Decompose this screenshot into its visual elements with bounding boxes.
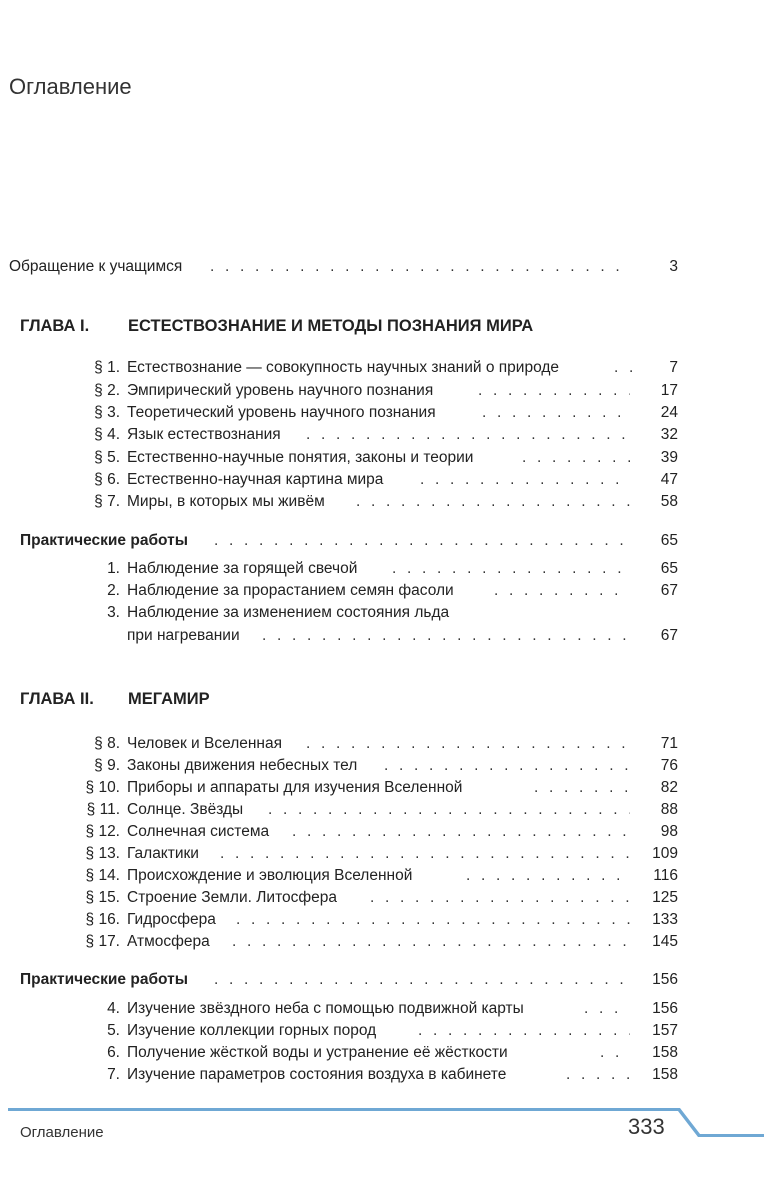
entry-title: Гидросфера [127,911,216,928]
toc-entry-section[interactable] [0,733,764,755]
toc-entry-practical-item[interactable] [0,998,764,1020]
entry-page: 67 [660,582,678,599]
item-number: 2. [107,582,120,599]
toc-entry-section[interactable] [0,491,764,513]
leader-dots [478,380,630,402]
entry-page: 125 [652,889,678,906]
entry-title: Галактики [127,845,199,862]
toc-entry-continuation[interactable] [0,625,764,647]
entry-title-continuation: при нагревании [127,627,240,644]
toc-entry-practical-item[interactable] [0,1020,764,1042]
entry-page: 32 [660,426,678,443]
entry-page: 65 [660,532,678,549]
leader-dots [262,625,630,647]
entry-page: 88 [660,801,678,818]
leader-dots [210,256,630,278]
footer-page-number: 333 [628,1114,665,1139]
entry-page: 3 [669,258,678,275]
page-title: Оглавление [9,74,132,99]
toc-entry-practical-item[interactable] [0,558,764,580]
entry-title: Происхождение и эволюция Вселенной [127,867,413,884]
section-number: § 2. [94,382,120,399]
section-number: § 15. [85,889,120,906]
chapter-heading [20,313,534,339]
toc-entry-section[interactable] [0,777,764,799]
entry-page: 156 [652,971,678,988]
entry-title: Получение жёсткой воды и устранение её жёсткости [127,1044,508,1061]
toc-entry-practical[interactable] [0,969,764,991]
leader-dots [214,530,630,552]
leader-dots [384,755,630,777]
toc-entry-section[interactable] [0,380,764,402]
section-number: § 16. [85,911,120,928]
section-number: § 3. [94,404,120,421]
chapter-label: ГЛАВА II. [20,690,94,708]
leader-dots [268,799,630,821]
entry-title: Солнце. Звёзды [127,801,244,818]
entry-page: 145 [652,933,678,950]
toc-entry-section[interactable] [0,424,764,446]
entry-title: Наблюдение за прорастанием семян фасоли [127,582,454,599]
entry-title: Наблюдение за горящей свечой [127,560,358,577]
leader-dots [214,969,630,991]
entry-page: 156 [652,1000,678,1017]
entry-title: Обращение к учащимся [9,258,183,275]
entry-title: Солнечная система [127,823,270,840]
toc-entry-section[interactable] [0,799,764,821]
toc-entry-section[interactable] [0,469,764,491]
section-number: § 9. [94,757,120,774]
entry-title: Изучение параметров состояния воздуха в кабинете [127,1066,507,1083]
entry-page: 157 [652,1022,678,1039]
toc-entry-section[interactable] [0,843,764,865]
entry-title: Законы движения небесных тел [127,757,358,774]
leader-dots [466,865,630,887]
section-number: § 13. [85,845,120,862]
entry-page: 7 [669,359,678,376]
leader-dots [584,998,630,1020]
toc-entry-section[interactable] [0,865,764,887]
toc-entry-practical[interactable] [0,530,764,552]
item-number: 5. [107,1022,120,1039]
leader-dots [522,447,630,469]
entry-title: Строение Земли. Литосфера [127,889,337,906]
toc-entry-section[interactable] [0,755,764,777]
entry-title: Естествознание — совокупность научных знаний о природе [127,359,560,376]
entry-title: Изучение звёздного неба с помощью подвижной карты [127,1000,524,1017]
item-number: 4. [107,1000,120,1017]
entry-page: 158 [652,1044,678,1061]
toc-entry-section[interactable] [0,402,764,424]
item-number: 1. [107,560,120,577]
leader-dots [614,357,636,379]
entry-title: Эмпирический уровень научного познания [127,382,434,399]
section-number: § 10. [85,779,120,796]
leader-dots [482,402,630,424]
section-number: § 8. [94,735,120,752]
entry-page: 109 [652,845,678,862]
leader-dots [392,558,630,580]
toc-entry-practical-item[interactable] [0,1042,764,1064]
leader-dots [292,821,630,843]
entry-title: Наблюдение за изменением состояния льда [127,604,450,621]
section-number: § 7. [94,493,120,510]
entry-title: Приборы и аппараты для изучения Вселенной [127,779,463,796]
footer-label: Оглавление [20,1124,104,1141]
section-number: § 6. [94,471,120,488]
toc-entry-section[interactable] [0,887,764,909]
leader-dots [566,1064,630,1086]
section-number: § 12. [85,823,120,840]
chapter-heading [20,686,210,712]
leader-dots [600,1042,630,1064]
leader-dots [534,777,630,799]
item-number: 7. [107,1066,120,1083]
entry-page: 67 [660,627,678,644]
toc-entry-section[interactable] [0,357,764,379]
toc-entry-section[interactable] [0,821,764,843]
section-number: § 11. [86,801,120,818]
chapter-title: ЕСТЕСТВОЗНАНИЕ И МЕТОДЫ ПОЗНАНИЯ МИРА [128,317,534,335]
leader-dots [232,931,630,953]
entry-page: 39 [660,449,678,466]
entry-page: 71 [660,735,678,752]
leader-dots [306,733,630,755]
leader-dots [236,909,630,931]
toc-entry-section[interactable] [0,447,764,469]
toc-entry-section[interactable] [0,931,764,953]
leader-dots [220,843,630,865]
entry-title: Практические работы [20,532,188,549]
entry-title: Миры, в которых мы живём [127,493,325,510]
leader-dots [494,580,630,602]
item-number: 3. [107,604,120,621]
entry-page: 133 [652,911,678,928]
toc-entry-section[interactable] [0,909,764,931]
entry-page: 24 [660,404,678,421]
entry-title: Естественно-научная картина мира [127,471,384,488]
entry-page: 158 [652,1066,678,1083]
entry-title: Практические работы [20,971,188,988]
toc-entry-practical-item[interactable] [0,602,764,624]
section-number: § 17. [85,933,120,950]
entry-page: 82 [660,779,678,796]
leader-dots [356,491,630,513]
entry-page: 58 [660,493,678,510]
item-number: 6. [107,1044,120,1061]
toc-entry-practical-item[interactable] [0,1064,764,1086]
leader-dots [420,469,630,491]
section-number: § 4. [94,426,120,443]
leader-dots [418,1020,630,1042]
toc-entry-practical-item[interactable] [0,580,764,602]
entry-title: Язык естествознания [127,426,281,443]
entry-title: Человек и Вселенная [127,735,282,752]
leader-dots [370,887,630,909]
entry-title: Атмосфера [127,933,210,950]
entry-page: 47 [660,471,678,488]
entry-title: Естественно-научные понятия, законы и теории [127,449,474,466]
section-number: § 14. [85,867,120,884]
section-number: § 1. [94,359,120,376]
section-number: § 5. [94,449,120,466]
chapter-label: ГЛАВА I. [20,317,90,335]
leader-dots [306,424,630,446]
entry-page: 116 [653,867,678,884]
entry-page: 17 [660,382,678,399]
toc-entry-intro[interactable] [0,256,764,278]
entry-page: 76 [660,757,678,774]
entry-page: 98 [660,823,678,840]
entry-title: Изучение коллекции горных пород [127,1022,377,1039]
chapter-title: МЕГАМИР [128,690,210,708]
entry-page: 65 [660,560,678,577]
entry-title: Теоретический уровень научного познания [127,404,436,421]
